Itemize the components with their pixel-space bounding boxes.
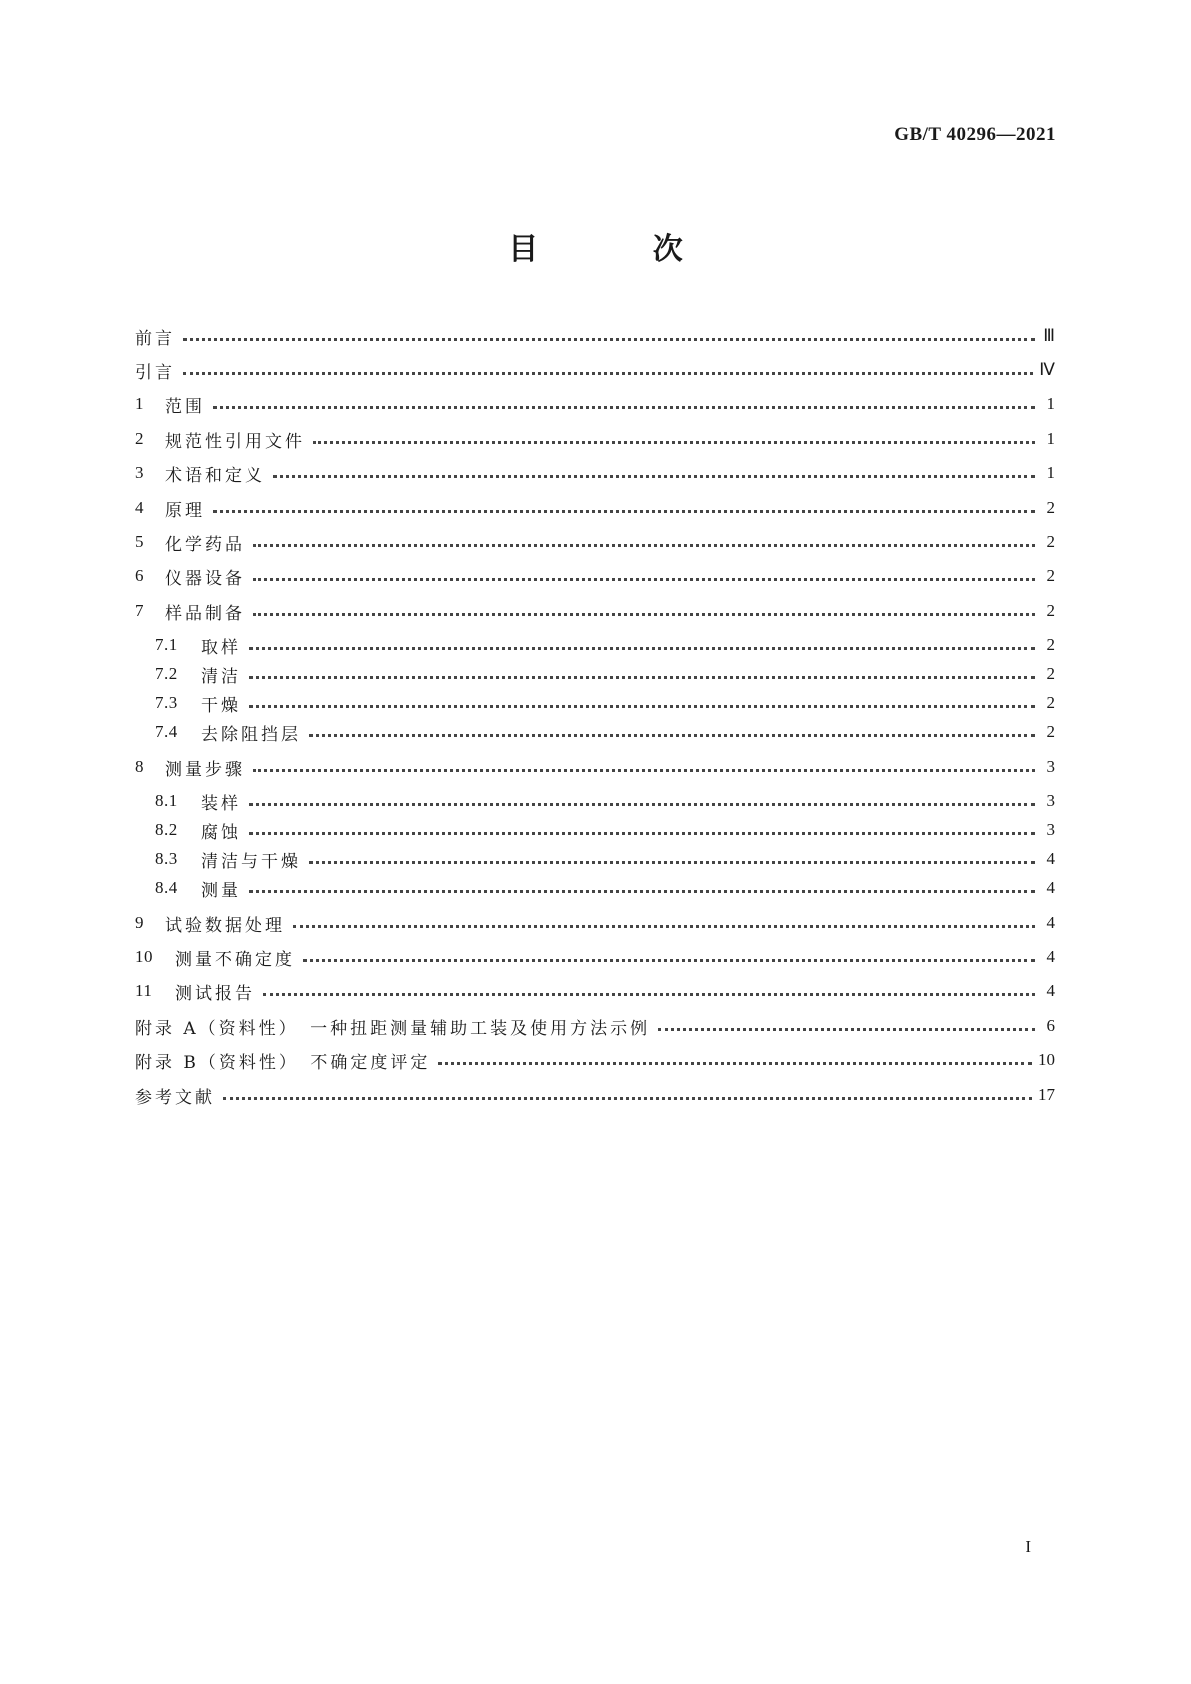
dot-leader (658, 1028, 1035, 1031)
toc-entry-number: 5 (135, 532, 144, 551)
dot-leader (249, 832, 1035, 835)
toc-entry[interactable] (135, 563, 1055, 589)
toc-entry-label: 范围 (165, 396, 205, 417)
dot-leader (223, 1097, 1032, 1100)
toc-entry-number: 7.1 (155, 635, 178, 654)
toc-entry-page: 2 (1046, 635, 1055, 654)
toc-entry-number: 7 (135, 601, 144, 620)
dot-leader (249, 803, 1035, 806)
dot-leader (273, 475, 1035, 478)
toc-entry-label: 规范性引用文件 (165, 431, 305, 452)
footer-page-number: I (1025, 1537, 1031, 1556)
toc-entry-page: 1 (1046, 463, 1055, 482)
toc-entry[interactable] (155, 875, 1055, 901)
toc-entry-label: 仪器设备 (165, 568, 245, 589)
toc-entry-label: 附录 B（资料性） 不确定度评定 (135, 1052, 431, 1073)
toc-entry-number: 6 (135, 566, 144, 585)
toc-entry-page: 1 (1046, 394, 1055, 413)
toc-entry-page: 2 (1046, 532, 1055, 551)
toc-entry[interactable] (155, 690, 1055, 716)
dot-leader (183, 338, 1035, 341)
toc-entry-page: Ⅳ (1039, 360, 1055, 379)
toc-entry[interactable] (135, 391, 1055, 417)
toc-entry-number: 9 (135, 913, 144, 932)
toc-entry[interactable] (135, 529, 1055, 555)
toc-entry-page: 6 (1046, 1016, 1055, 1035)
toc-entry-number: 8.4 (155, 878, 178, 897)
toc-entry[interactable] (135, 323, 1055, 349)
toc-entry-number: 7.2 (155, 664, 178, 683)
dot-leader (213, 510, 1035, 513)
toc-entry-page: 10 (1038, 1050, 1055, 1069)
dot-leader (438, 1062, 1032, 1065)
toc-entry-number: 4 (135, 498, 144, 517)
dot-leader (263, 993, 1035, 996)
toc-entry-label: 清洁 (201, 666, 241, 687)
toc-entry-page: 17 (1038, 1085, 1055, 1104)
toc-entry-label: 干燥 (201, 695, 241, 716)
toc-entry-label: 化学药品 (165, 534, 245, 555)
toc-entry[interactable] (135, 910, 1055, 936)
toc-entry[interactable] (135, 754, 1055, 780)
toc-entry-label: 样品制备 (165, 603, 245, 624)
toc-entry-label: 测量不确定度 (175, 949, 295, 970)
toc-entry-page: 2 (1046, 693, 1055, 712)
dot-leader (253, 613, 1035, 616)
toc-entry[interactable] (135, 1082, 1055, 1108)
toc-entry-label: 附录 A（资料性） 一种扭距测量辅助工装及使用方法示例 (135, 1018, 651, 1039)
standard-number: GB/T 40296—2021 (894, 124, 1056, 145)
dot-leader (253, 578, 1035, 581)
toc-entry-page: 2 (1046, 722, 1055, 741)
toc-entry-number: 8.1 (155, 791, 178, 810)
dot-leader (249, 705, 1035, 708)
toc-entry-label: 腐蚀 (201, 822, 241, 843)
dot-leader (249, 890, 1035, 893)
toc-entry-page: 4 (1046, 913, 1055, 932)
toc-entry[interactable] (155, 719, 1055, 745)
toc-entry[interactable] (135, 460, 1055, 486)
toc-entry-label: 引言 (135, 362, 175, 383)
dot-leader (213, 406, 1035, 409)
toc-entry[interactable] (135, 978, 1055, 1004)
dot-leader (253, 544, 1035, 547)
dot-leader (313, 441, 1035, 444)
toc-entry-page: 3 (1046, 757, 1055, 776)
dot-leader (309, 861, 1035, 864)
toc-entry-page: 4 (1046, 947, 1055, 966)
toc-entry[interactable] (135, 1047, 1055, 1073)
toc-entry[interactable] (135, 1013, 1055, 1039)
toc-entry-number: 1 (135, 394, 144, 413)
toc-entry-page: 1 (1046, 429, 1055, 448)
toc-entry[interactable] (135, 598, 1055, 624)
toc-entry-page: 2 (1046, 601, 1055, 620)
toc-entry-label: 试验数据处理 (165, 915, 285, 936)
toc-entry[interactable] (155, 846, 1055, 872)
toc-entry-number: 10 (135, 947, 153, 966)
toc-entry-label: 测试报告 (175, 983, 255, 1004)
toc-entry-page: 2 (1046, 498, 1055, 517)
toc-entry[interactable] (155, 788, 1055, 814)
page-title: 目 次 (508, 232, 735, 267)
toc-entry-label: 取样 (201, 637, 241, 658)
toc-entry-label: 去除阻挡层 (201, 724, 301, 745)
toc-entry-label: 装样 (201, 793, 241, 814)
toc-entry[interactable] (155, 661, 1055, 687)
toc-entry-number: 7.4 (155, 722, 178, 741)
toc-entry-number: 7.3 (155, 693, 178, 712)
toc-entry-label: 测量步骤 (165, 759, 245, 780)
toc-entry-page: 3 (1046, 791, 1055, 810)
toc-entry-page: 2 (1046, 664, 1055, 683)
toc-entry[interactable] (155, 632, 1055, 658)
toc-entry[interactable] (135, 426, 1055, 452)
toc-entry-number: 3 (135, 463, 144, 482)
dot-leader (249, 647, 1035, 650)
toc-entry-page: 2 (1046, 566, 1055, 585)
toc-entry-number: 11 (135, 981, 153, 1000)
toc-entry-page: 4 (1046, 981, 1055, 1000)
dot-leader (253, 769, 1035, 772)
toc-entry-label: 前言 (135, 328, 175, 349)
toc-entry-page: 4 (1046, 878, 1055, 897)
dot-leader (303, 959, 1035, 962)
dot-leader (309, 734, 1035, 737)
toc-entry-label: 原理 (165, 500, 205, 521)
toc-entry[interactable] (135, 944, 1055, 970)
toc-entry-page: 4 (1046, 849, 1055, 868)
toc-entry-label: 参考文献 (135, 1087, 215, 1108)
dot-leader (183, 372, 1033, 375)
toc-entry-number: 8.3 (155, 849, 178, 868)
toc-entry-page: 3 (1046, 820, 1055, 839)
toc-entry-page: Ⅲ (1043, 326, 1055, 345)
toc-entry-label: 清洁与干燥 (201, 851, 301, 872)
toc-entry-number: 8.2 (155, 820, 178, 839)
toc-entry[interactable] (135, 357, 1055, 383)
toc-entry-number: 8 (135, 757, 144, 776)
toc-entry[interactable] (155, 817, 1055, 843)
dot-leader (293, 925, 1035, 928)
dot-leader (249, 676, 1035, 679)
toc-entry-label: 术语和定义 (165, 465, 265, 486)
toc-entry[interactable] (135, 495, 1055, 521)
toc-entry-label: 测量 (201, 880, 241, 901)
toc-entry-number: 2 (135, 429, 144, 448)
